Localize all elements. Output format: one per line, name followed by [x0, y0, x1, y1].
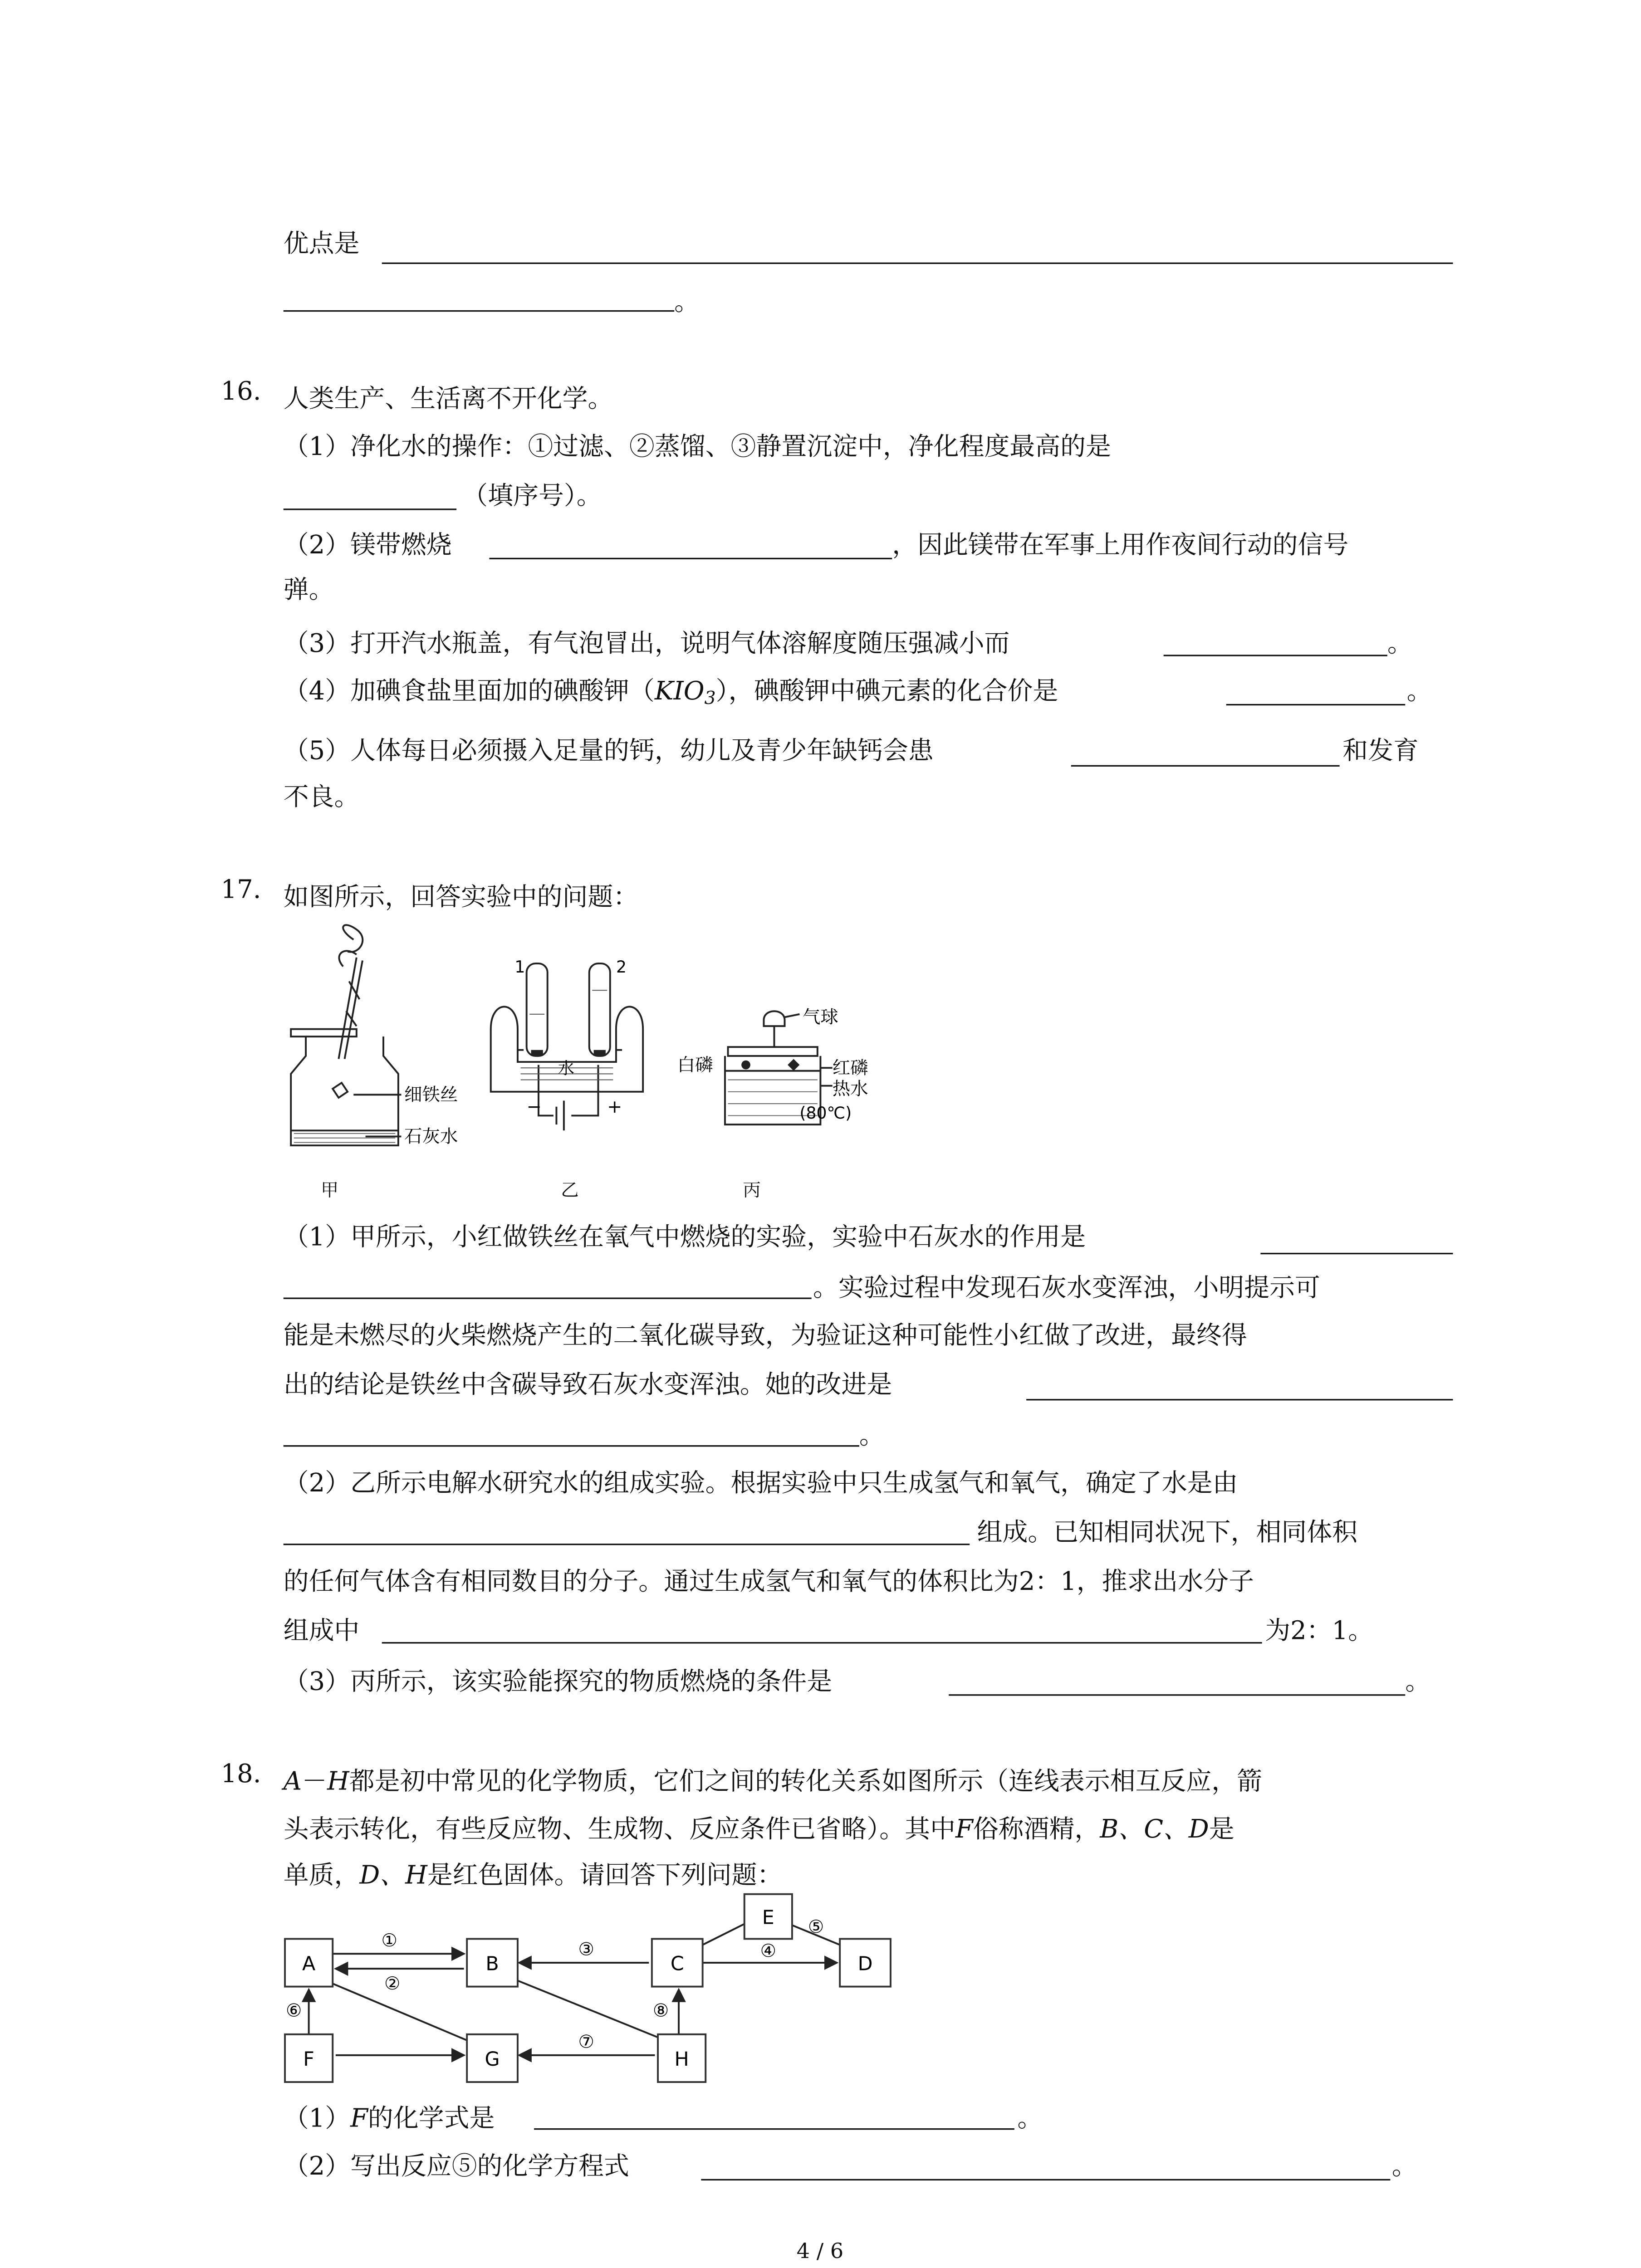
q18-part2-end: 。 [1391, 2152, 1417, 2182]
jia-limewater-label: 石灰水 [404, 1126, 458, 1147]
box-D: D [857, 1952, 873, 1975]
q16-part2-suffix: ，因此镁带在军事上用作夜间行动的信号 [892, 531, 1349, 561]
q18-part1-blank[interactable] [534, 2128, 1014, 2130]
caption-yi: 乙 [561, 1179, 579, 1201]
q17-part1-line3: 能是未燃尽的火柴燃烧产生的二氧化碳导致，为验证这种可能性小红做了改进，最终得 [283, 1321, 1247, 1351]
q17-part3-end: 。 [1405, 1667, 1431, 1697]
q15-answer-blank-1[interactable] [382, 263, 1453, 264]
red-phosphorus-dot [788, 1059, 799, 1070]
page-number: 4 / 6 [796, 2240, 844, 2264]
q16-part2-line2: 弹。 [283, 576, 334, 606]
jia-wire-label: 细铁丝 [404, 1084, 458, 1105]
q16-part3-blank[interactable] [1164, 655, 1387, 656]
q17-part1-blank-2b[interactable] [284, 1445, 859, 1447]
q17-part1-line2: 。实验过程中发现石灰水变浑浊，小明提示可 [813, 1273, 1320, 1304]
q18-number: 18. [220, 1760, 261, 1790]
q16-part4-text: （4）加碘食盐里面加的碘酸钾$(KIO_3)$，碘酸钾中碘元素的化合价是 [283, 677, 1058, 709]
q17-part1-blank-1b[interactable] [284, 1298, 812, 1299]
q17-figure-bing [674, 1002, 883, 1167]
q16-part5-line2: 不良。 [283, 783, 360, 813]
q16-part5-suffix: 和发育 [1342, 737, 1419, 767]
q15-answer-blank-2[interactable] [284, 310, 674, 312]
bing-white-phosphorus-label: 白磷 [677, 1054, 713, 1075]
q17-part2-blank-2[interactable] [382, 1642, 1262, 1643]
label-5: ⑤ [808, 1916, 824, 1938]
q18-stem-line3: 单质，D、H是红色固体。请回答下列问题： [283, 1861, 783, 1892]
q16-part1-blank[interactable] [284, 508, 456, 510]
q16-part4-blank[interactable] [1226, 704, 1406, 705]
bing-hot-water-label: 热水 [832, 1078, 868, 1100]
box-B: B [485, 1952, 499, 1975]
q17-part1-blank-2a[interactable] [1026, 1399, 1453, 1400]
q18-part1-end: 。 [1017, 2104, 1043, 2135]
yi-plus-sign: + [607, 1096, 622, 1117]
caption-bing: 丙 [743, 1179, 761, 1201]
box-F: F [303, 2048, 314, 2071]
label-2: ② [384, 1973, 401, 1994]
q17-part1-end: 。 [859, 1421, 885, 1452]
q16-part3-end: 。 [1387, 629, 1413, 660]
q16-part4-end: 。 [1406, 677, 1432, 707]
q17-part2-line4-suffix: 为2：1。 [1265, 1617, 1374, 1647]
label-1: ① [381, 1930, 397, 1951]
q16-number: 16. [220, 377, 261, 407]
q17-figure-jia [276, 922, 470, 1205]
q17-number: 17. [220, 875, 261, 905]
q18-stem-line1: A－H都是初中常见的化学物质，它们之间的转化关系如图所示（连线表示相互反应，箭 [283, 1767, 1263, 1798]
q16-part2-prefix: （2）镁带燃烧 [283, 531, 452, 561]
q17-part2-blank-1[interactable] [284, 1544, 970, 1545]
yi-minus-sign: − [526, 1096, 542, 1117]
q18-part1-text: （1）F的化学式是 [283, 2104, 495, 2135]
white-phosphorus-dot [741, 1061, 750, 1070]
q18-relation-diagram [276, 1891, 902, 2085]
label-6: ⑥ [286, 2000, 302, 2021]
q17-part2-line4-prefix: 组成中 [283, 1617, 360, 1647]
box-G: G [485, 2048, 500, 2071]
q17-part2-line1: （2）乙所示电解水研究水的组成实验。根据实验中只生成氢气和氧气，确定了水是由 [283, 1469, 1238, 1499]
q16-part1-text: （1）净化水的操作：①过滤、②蒸馏、③静置沉淀中，净化程度最高的是 [283, 432, 1111, 463]
bing-red-phosphorus-label: 红磷 [832, 1057, 868, 1079]
q17-part3-text: （3）丙所示，该实验能探究的物质燃烧的条件是 [283, 1667, 833, 1697]
q17-stem: 如图所示，回答实验中的问题： [283, 883, 639, 913]
label-8: ⑧ [652, 2000, 669, 2021]
box-C: C [670, 1952, 684, 1975]
q17-part2-line2: 组成。已知相同状况下，相同体积 [977, 1518, 1358, 1548]
q15-period: 。 [674, 288, 700, 318]
yi-tube1-number: 1 [514, 957, 525, 977]
caption-jia: 甲 [320, 1179, 339, 1201]
q17-part3-blank[interactable] [949, 1694, 1405, 1696]
q17-part1-line1: （1）甲所示，小红做铁丝在氧气中燃烧的实验，实验中石灰水的作用是 [283, 1223, 1086, 1253]
q16-part5-prefix: （5）人体每日必须摄入足量的钙，幼儿及青少年缺钙会患 [283, 737, 934, 767]
q17-part1-line4: 出的结论是铁丝中含碳导致石灰水变浑浊。她的改进是 [283, 1370, 892, 1401]
yi-water-label: 水 [558, 1058, 574, 1078]
label-7: ⑦ [578, 2031, 594, 2053]
q16-part3-text: （3）打开汽水瓶盖，有气泡冒出，说明气体溶解度随压强减小而 [283, 629, 1010, 660]
q17-figure-yi [485, 954, 649, 1148]
label-4: ④ [760, 1940, 776, 1961]
q16-part2-blank[interactable] [489, 558, 892, 559]
q18-stem-line2: 头表示转化，有些反应物、生成物、反应条件已省略）。其中F俗称酒精，B、C、D是 [283, 1815, 1234, 1845]
q16-stem: 人类生产、生活离不开化学。 [283, 385, 613, 415]
q17-part2-line3: 的任何气体含有相同数目的分子。通过生成氢气和氧气的体积比为2：1，推求出水分子 [283, 1567, 1254, 1598]
bing-temperature-label: (80℃) [799, 1103, 852, 1123]
box-A: A [302, 1952, 316, 1975]
q16-part1-suffix: （填序号）。 [462, 482, 602, 512]
q18-part2-blank[interactable] [701, 2179, 1390, 2180]
q15-advantage-label: 优点是 [283, 230, 360, 260]
yi-tube2-number: 2 [616, 957, 627, 977]
q18-part2-text: （2）写出反应⑤的化学方程式 [283, 2152, 629, 2182]
box-H: H [674, 2048, 689, 2071]
q17-part1-blank-1a[interactable] [1260, 1253, 1453, 1254]
bing-balloon-label: 气球 [802, 1007, 838, 1028]
label-3: ③ [578, 1939, 594, 1960]
box-E: E [762, 1906, 774, 1929]
q16-part5-blank[interactable] [1071, 765, 1340, 767]
